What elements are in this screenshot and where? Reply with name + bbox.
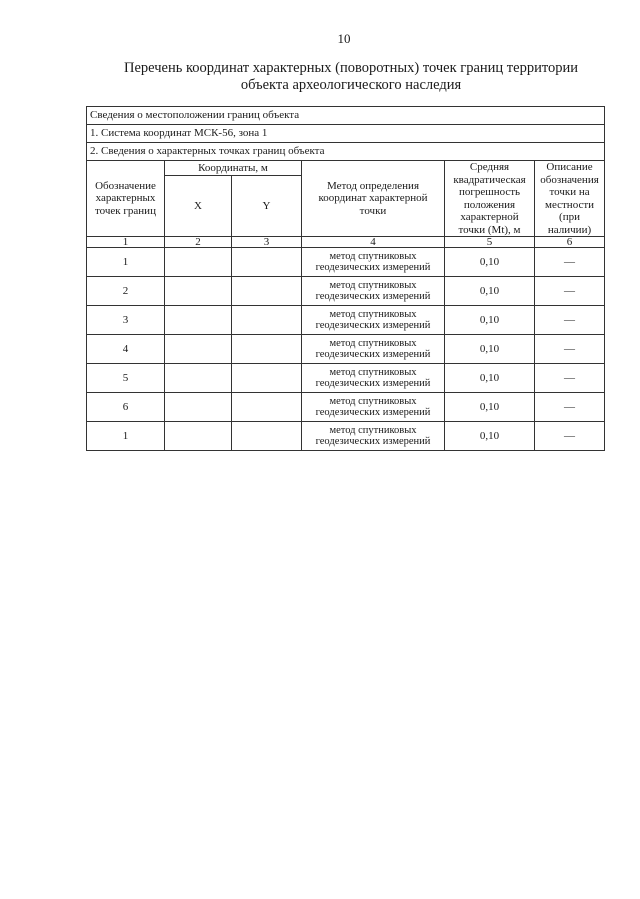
x-cell [165, 306, 232, 335]
method-cell: метод спутниковых геодезических измерений [302, 335, 445, 364]
error-cell: 0,10 [445, 364, 535, 393]
header-x: X [165, 176, 232, 237]
method-cell: метод спутниковых геодезических измерений [302, 248, 445, 277]
header-point-designation: Обозначение характерных точек границ [87, 161, 165, 237]
x-cell [165, 422, 232, 451]
y-cell [232, 393, 302, 422]
header-description: Описание обозначения точки на местности (при наличии) [535, 161, 605, 237]
column-number: 2 [165, 237, 232, 248]
header-coordinates: Координаты, м [165, 161, 302, 176]
column-number: 6 [535, 237, 605, 248]
description-cell: — [535, 393, 605, 422]
method-cell: метод спутниковых геодезических измерений [302, 306, 445, 335]
description-cell: — [535, 277, 605, 306]
table-row [87, 277, 605, 306]
method-cell: метод спутниковых геодезических измерений [302, 277, 445, 306]
x-cell [165, 248, 232, 277]
column-number: 4 [302, 237, 445, 248]
column-number: 1 [87, 237, 165, 248]
title-line-1: Перечень координат характерных (поворотных) точек границ территории [123, 60, 579, 76]
page-number: 10 [337, 31, 351, 46]
column-number: 5 [445, 237, 535, 248]
coordinates-table [86, 106, 605, 451]
error-cell: 0,10 [445, 422, 535, 451]
header-error: Средняя квадратическая погрешность положения характерной точки (Mt), м [445, 161, 535, 237]
x-cell [165, 393, 232, 422]
table-row [87, 306, 605, 335]
point-cell: 4 [87, 335, 165, 364]
document-title [88, 60, 614, 94]
point-cell: 1 [87, 248, 165, 277]
table-row [87, 335, 605, 364]
point-cell: 6 [87, 393, 165, 422]
point-cell: 1 [87, 422, 165, 451]
point-cell: 3 [87, 306, 165, 335]
table-row [87, 393, 605, 422]
description-cell: — [535, 422, 605, 451]
point-cell: 2 [87, 277, 165, 306]
x-cell [165, 335, 232, 364]
method-cell: метод спутниковых геодезических измерений [302, 422, 445, 451]
description-cell: — [535, 364, 605, 393]
method-cell: метод спутниковых геодезических измерений [302, 364, 445, 393]
table-row [87, 248, 605, 277]
description-cell: — [535, 335, 605, 364]
y-cell [232, 422, 302, 451]
error-cell: 0,10 [445, 277, 535, 306]
section-location-header: Сведения о местоположении границ объекта [87, 107, 605, 125]
column-numbers-row [87, 237, 605, 248]
table-row [87, 364, 605, 393]
x-cell [165, 364, 232, 393]
y-cell [232, 335, 302, 364]
y-cell [232, 364, 302, 393]
y-cell [232, 306, 302, 335]
column-number: 3 [232, 237, 302, 248]
description-cell: — [535, 306, 605, 335]
y-cell [232, 248, 302, 277]
title-line-2: объекта археологического наследия [240, 77, 462, 93]
error-cell: 0,10 [445, 248, 535, 277]
y-cell [232, 277, 302, 306]
coordinate-system-row: 1. Система координат МСК-56, зона 1 [87, 125, 605, 143]
table-row [87, 422, 605, 451]
error-cell: 0,10 [445, 306, 535, 335]
section-points-header: 2. Сведения о характерных точках границ объекта [87, 143, 605, 161]
method-cell: метод спутниковых геодезических измерений [302, 393, 445, 422]
header-method: Метод определения координат характерной точки [302, 161, 445, 237]
error-cell: 0,10 [445, 393, 535, 422]
header-y: Y [232, 176, 302, 237]
description-cell: — [535, 248, 605, 277]
x-cell [165, 277, 232, 306]
point-cell: 5 [87, 364, 165, 393]
error-cell: 0,10 [445, 335, 535, 364]
